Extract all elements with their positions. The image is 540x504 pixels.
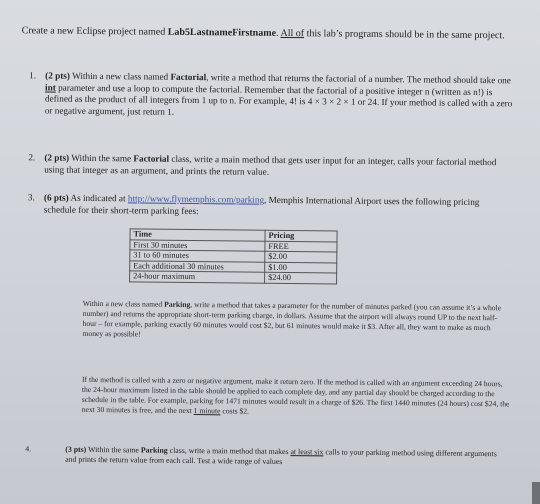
points: (6 pts) — [43, 192, 69, 203]
price-cell: $2.00 — [265, 251, 337, 262]
intro-paragraph: Create a new Eclipse project named Lab5LastnameFirstname. All of this lab’s programs should be in the same project. — [21, 25, 505, 42]
price-cell: $1.00 — [265, 262, 337, 273]
question-4 — [25, 444, 509, 466]
table-row — [130, 271, 337, 284]
time-cell: Each additional 30 minutes — [130, 260, 265, 272]
all-of-underlined: All of — [280, 27, 305, 40]
price-cell: $24.00 — [265, 272, 337, 283]
question-body: (6 pts) As indicated at http://www.flymemphis.com/parking, Memphis International Airport uses the following pricing schedule for their short-term parking fees: — [43, 192, 480, 216]
question-number: 3. — [27, 192, 35, 203]
time-cell: 31 to 60 minutes — [130, 250, 265, 262]
int-keyword: int — [45, 81, 56, 93]
header-time: Time — [130, 229, 265, 241]
parking-url-link[interactable]: http://www.flymemphis.com/parking — [127, 193, 265, 205]
points: (3 pts) — [65, 444, 87, 454]
class-name: Parking — [140, 445, 168, 455]
question-number: 2. — [28, 152, 36, 163]
edge-case-paragraph: If the method is called with a zero or negative argument, make it return zero. If the method is called with an argument exceeding 24 hours, the 24-hour maximum listed in the table should be applied to each complete day, and any partial day should be charged according to the schedule in the table. For example, parking for 1471 minutes would result in a charge of $26. The first 1440 minutes (24 hours) cost $24, the next 30 minutes is free, and the next 1 minute costs $2. — [81, 374, 510, 416]
scrollbar-thumb[interactable] — [532, 482, 540, 504]
header-pricing: Pricing — [265, 230, 337, 241]
question-1 — [29, 70, 513, 117]
class-name: Factorial — [170, 71, 207, 83]
pricing-table — [129, 228, 338, 284]
time-cell: 24-hour maximum — [130, 271, 265, 283]
question-body: (2 pts) Within a new class named Factorial, write a method that returns the factorial of a number. The method should take one int parameter and use a loop to compute the factorial. Remember that the factorial of a positive integer n (written as n!) is defined as the product of all integers from 1 up to n. For example, 4! is 4 × 3 × 2 × 1 or 24. If your method is called with a zero or negative argument, just return 1. — [44, 70, 513, 117]
points: (2 pts) — [45, 70, 71, 81]
question-number: 4. — [25, 444, 32, 454]
at-least-six-underlined: at least six — [290, 447, 324, 457]
price-cell: FREE — [265, 241, 337, 252]
points: (2 pts) — [44, 152, 70, 163]
intro-text: Create a new Eclipse project named — [21, 25, 168, 38]
parking-method-paragraph: Within a new class named Parking, write a method that takes a parameter for the number of minutes parked (you can assume it’s a whole number) and returns the appropriate short-term parking charge, in dollars. Assume that the airport will always round UP to the next half-hour – for example, parking exactly 60 minutes would cost $2, but 61 minutes would make it $3. After all, they want to make as much money as possible! — [82, 298, 502, 339]
minute-underlined: 1 minute — [193, 406, 221, 416]
question-3 — [27, 192, 512, 216]
time-cell: First 30 minutes — [130, 239, 265, 251]
project-name: Lab5LastnameFirstname — [167, 26, 277, 39]
question-body: (2 pts) Within the same Factorial class, write a main method that gets user input for an integer, calls your factorial method using that integer as an argument, and prints the return value. — [44, 152, 497, 177]
question-2 — [28, 152, 512, 177]
question-number: 1. — [29, 70, 37, 81]
question-body: (3 pts) Within the same Parking class, write a main method that makes at least six calls to your parking method using different arguments and prints the return value from each call. Test a wide range of values — [65, 444, 497, 466]
class-name: Factorial — [133, 153, 170, 164]
class-name: Parking — [164, 299, 191, 310]
